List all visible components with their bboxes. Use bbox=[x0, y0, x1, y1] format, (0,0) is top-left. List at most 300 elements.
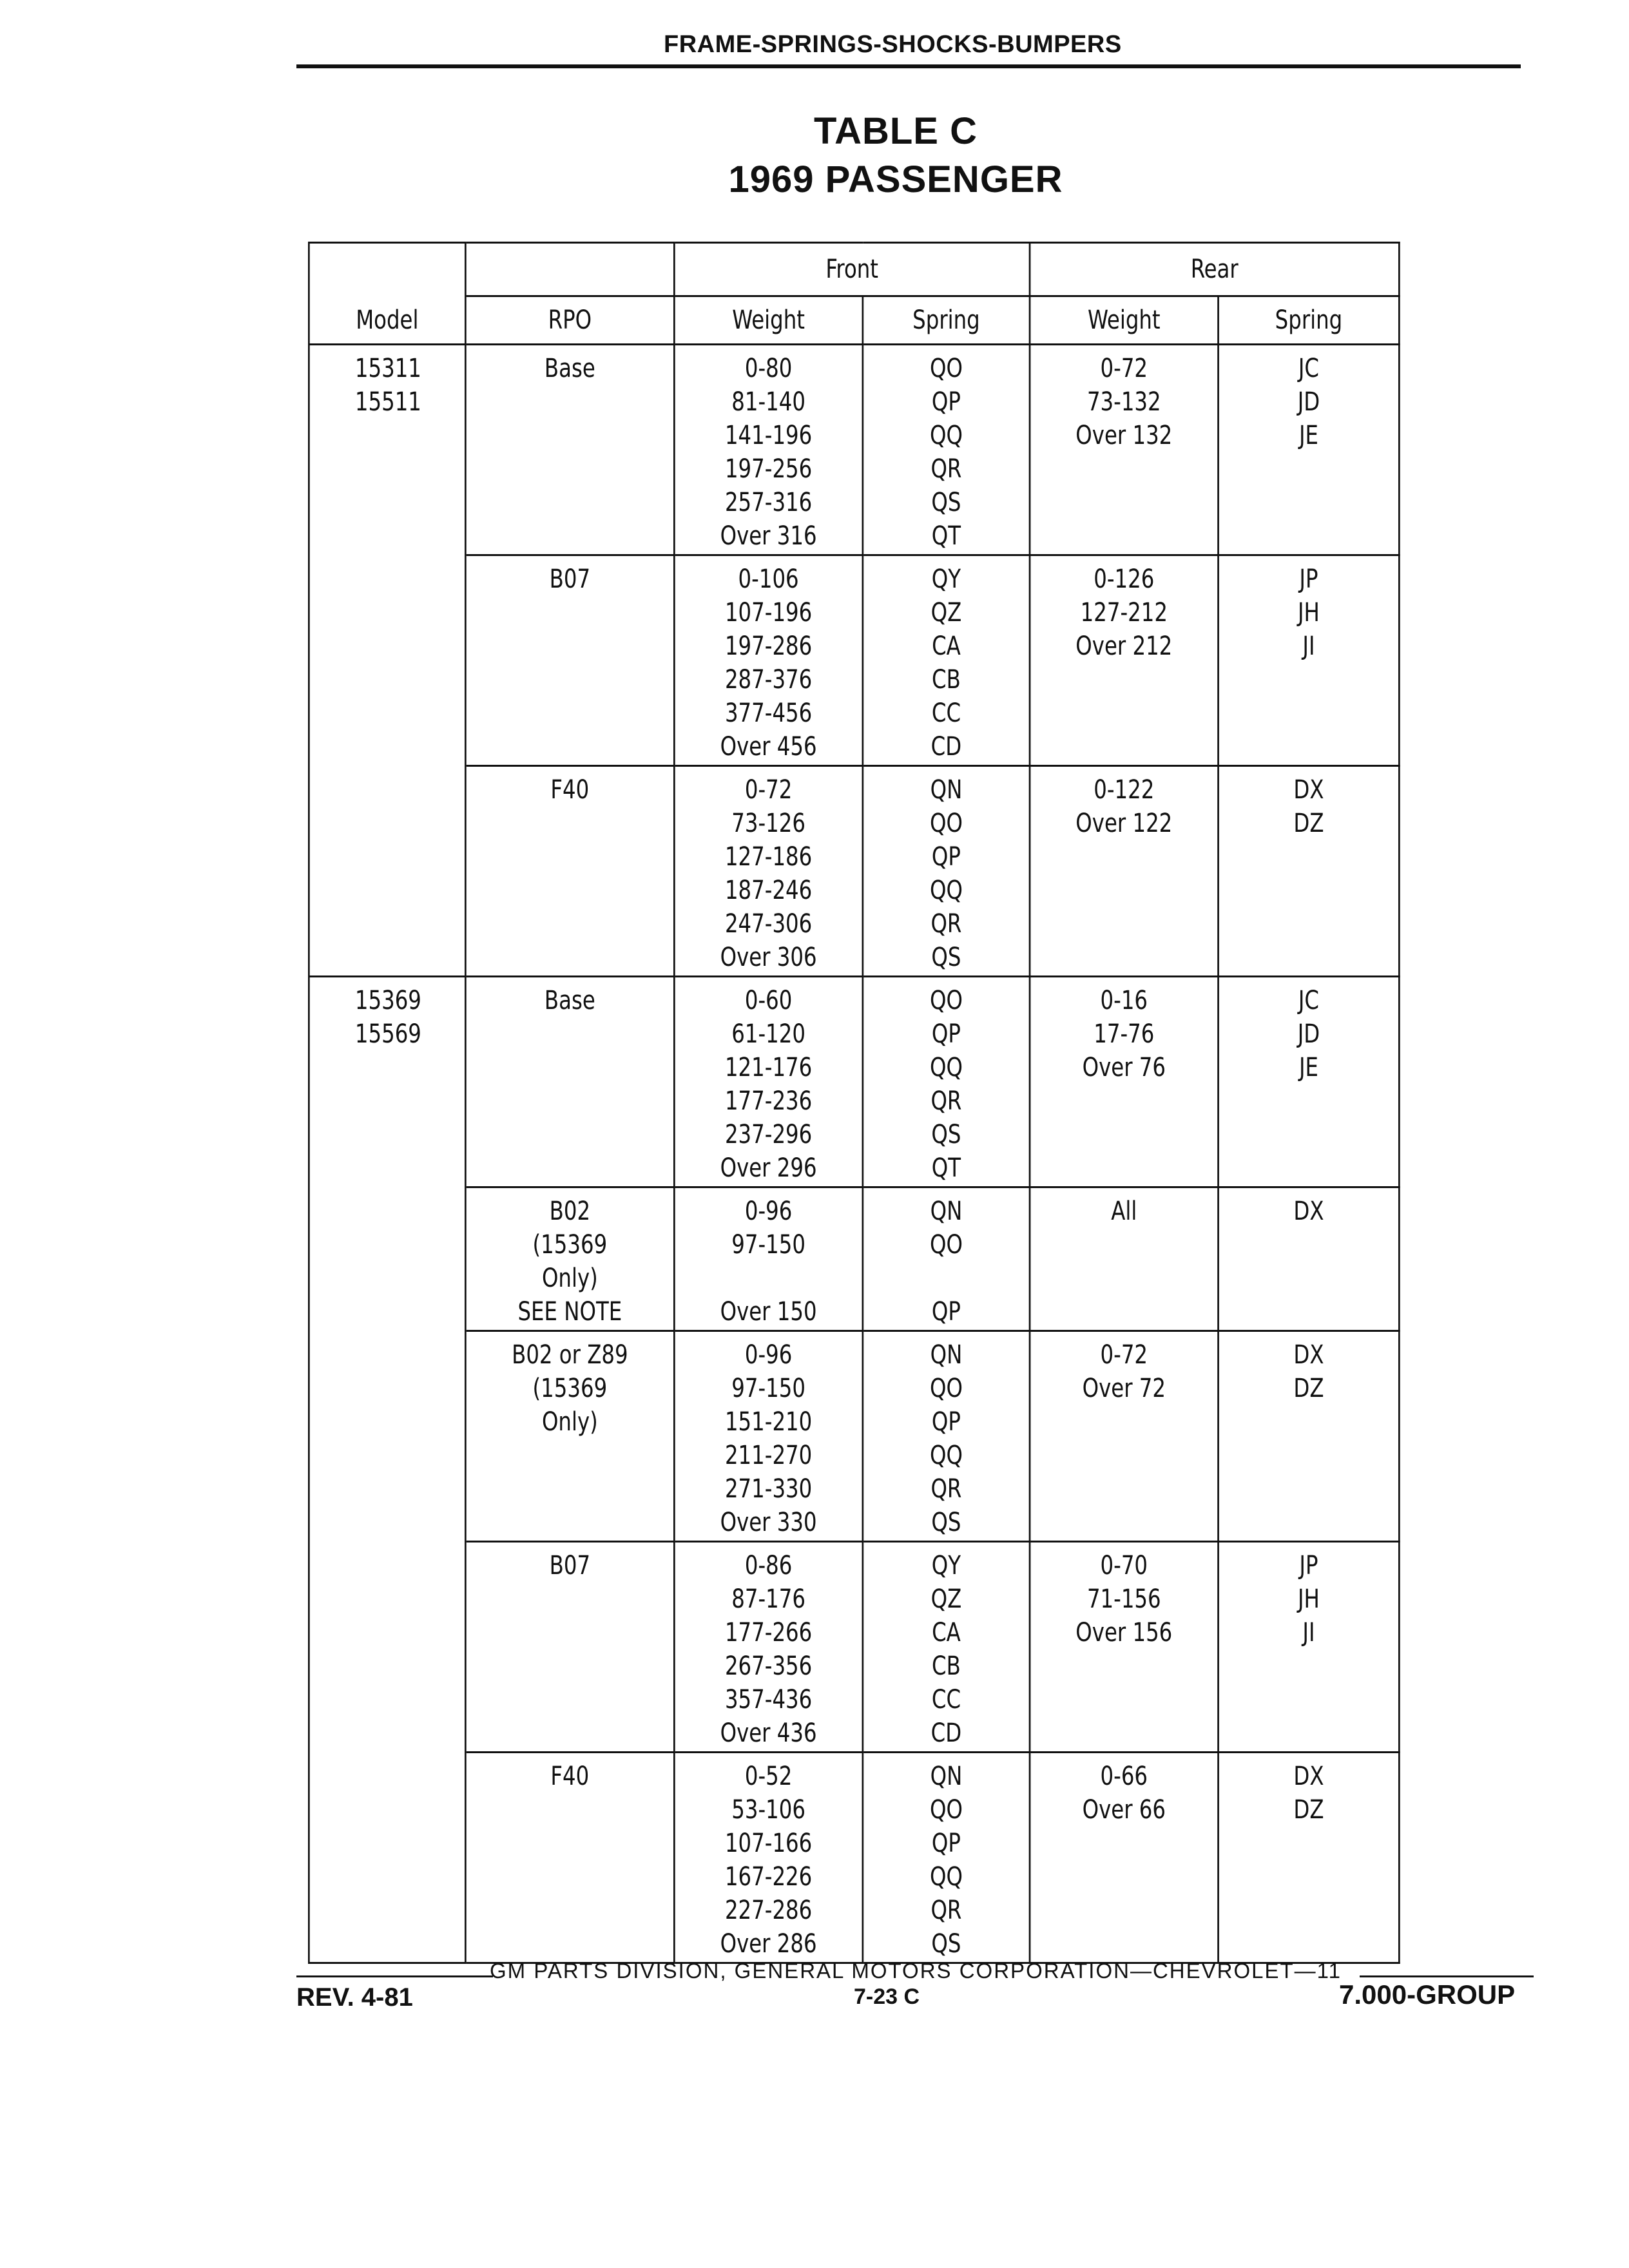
rear-weight-value: Over 122 bbox=[1075, 809, 1173, 838]
rear-spring-value bbox=[1219, 1439, 1398, 1472]
front-spring-value: QQ bbox=[929, 876, 963, 905]
rear-weight-cell bbox=[1030, 1187, 1219, 1331]
rear-weight-value bbox=[1030, 1506, 1217, 1539]
model-cell bbox=[309, 766, 465, 977]
header-rear: Rear bbox=[1030, 243, 1399, 296]
rpo-value: (15369 bbox=[532, 1374, 608, 1403]
model-cell bbox=[309, 1542, 465, 1753]
rpo-value bbox=[467, 452, 673, 486]
front-weight-value: Over 456 bbox=[720, 732, 817, 762]
rear-weight-value bbox=[1030, 1228, 1217, 1262]
rear-weight-value: 0-122 bbox=[1094, 775, 1155, 805]
rpo-value bbox=[467, 1084, 673, 1118]
rear-weight-cell bbox=[1030, 977, 1219, 1187]
rear-spring-value bbox=[1219, 1405, 1398, 1439]
front-spring-value: CB bbox=[932, 1651, 961, 1681]
front-weight-cell bbox=[674, 1187, 863, 1331]
table-body bbox=[309, 345, 1399, 1963]
front-spring-value: QN bbox=[930, 1762, 963, 1791]
front-weight-value: Over 436 bbox=[720, 1718, 817, 1748]
front-weight-value: 97-150 bbox=[731, 1230, 805, 1260]
front-weight-value: 377-456 bbox=[724, 698, 813, 728]
front-spring-value: CA bbox=[932, 1618, 961, 1648]
footer-rule-right bbox=[1360, 1975, 1534, 1977]
rear-weight-value bbox=[1030, 1472, 1217, 1506]
front-spring-value: QP bbox=[931, 1829, 961, 1858]
front-weight-cell bbox=[674, 555, 863, 766]
front-spring-cell bbox=[863, 1542, 1030, 1753]
front-spring-value: QT bbox=[931, 1153, 961, 1183]
front-spring-cell bbox=[863, 766, 1030, 977]
rear-weight-value bbox=[1030, 697, 1217, 730]
rear-weight-value bbox=[1030, 1118, 1217, 1151]
front-weight-value: 61-120 bbox=[731, 1019, 805, 1049]
rear-spring-value bbox=[1219, 663, 1398, 697]
front-spring-value: QQ bbox=[929, 1053, 963, 1082]
rpo-value bbox=[467, 486, 673, 519]
front-weight-value: 81-140 bbox=[731, 387, 805, 417]
table-row bbox=[309, 1542, 1399, 1753]
table-row bbox=[309, 1753, 1399, 1963]
front-spring-value: QP bbox=[931, 1019, 961, 1049]
front-spring-value: QP bbox=[931, 842, 961, 872]
spring-selection-table bbox=[308, 242, 1400, 1964]
front-spring-value: CB bbox=[932, 665, 961, 695]
front-weight-cell bbox=[674, 345, 863, 555]
front-weight-value: Over 286 bbox=[720, 1929, 817, 1959]
rpo-value bbox=[467, 1649, 673, 1683]
model-cell bbox=[309, 555, 465, 766]
model-number: 15311 bbox=[354, 354, 421, 383]
rear-spring-value bbox=[1219, 1506, 1398, 1539]
front-weight-cell bbox=[674, 977, 863, 1187]
rpo-value bbox=[467, 385, 673, 419]
front-spring-value: CC bbox=[931, 698, 961, 728]
rear-spring-value bbox=[1219, 1151, 1398, 1185]
front-spring-value: QZ bbox=[930, 598, 962, 628]
header-rear-spring: Spring bbox=[1219, 296, 1400, 345]
rpo-value bbox=[467, 663, 673, 697]
front-weight-value: 53-106 bbox=[731, 1795, 805, 1825]
rear-weight-value: 0-126 bbox=[1094, 564, 1155, 594]
rear-weight-value bbox=[1030, 1262, 1217, 1295]
rear-spring-value: DX bbox=[1293, 775, 1324, 805]
front-spring-value: QO bbox=[929, 1795, 963, 1825]
rear-spring-value bbox=[1219, 1649, 1398, 1683]
rear-weight-value bbox=[1030, 907, 1217, 941]
front-weight-value: 257-316 bbox=[724, 488, 813, 517]
front-spring-value: QO bbox=[929, 809, 963, 838]
rear-weight-value: 0-70 bbox=[1100, 1551, 1148, 1581]
rear-spring-cell bbox=[1219, 977, 1400, 1187]
rear-weight-value bbox=[1030, 874, 1217, 907]
rpo-value bbox=[467, 840, 673, 874]
front-spring-value: QR bbox=[930, 1896, 962, 1925]
rear-weight-value bbox=[1030, 1295, 1217, 1329]
header-front-weight: Weight bbox=[674, 296, 863, 345]
rear-spring-cell bbox=[1219, 1542, 1400, 1753]
rear-spring-value bbox=[1219, 1827, 1398, 1860]
rpo-value: F40 bbox=[550, 775, 590, 805]
header-model: Model bbox=[309, 243, 465, 345]
front-spring-value: QO bbox=[929, 1230, 963, 1260]
rpo-cell bbox=[465, 766, 674, 977]
front-weight-cell bbox=[674, 1331, 863, 1542]
front-spring-value: QP bbox=[931, 1407, 961, 1437]
rear-spring-value bbox=[1219, 452, 1398, 486]
rear-spring-value: DX bbox=[1293, 1196, 1324, 1226]
front-weight-value: 0-86 bbox=[744, 1551, 793, 1581]
front-spring-value: QN bbox=[930, 1340, 963, 1370]
rear-weight-value: Over 212 bbox=[1075, 631, 1173, 661]
rear-weight-value bbox=[1030, 1716, 1217, 1750]
rear-spring-value bbox=[1219, 1683, 1398, 1716]
rear-spring-cell bbox=[1219, 555, 1400, 766]
front-spring-cell bbox=[863, 1753, 1030, 1963]
rear-spring-value: JC bbox=[1298, 354, 1320, 383]
rear-weight-cell bbox=[1030, 1331, 1219, 1542]
section-title: FRAME-SPRINGS-SHOCKS-BUMPERS bbox=[664, 31, 1122, 58]
model-number: 15369 bbox=[354, 986, 421, 1015]
front-spring-value: QQ bbox=[929, 421, 963, 450]
rpo-value bbox=[467, 1439, 673, 1472]
model-cell bbox=[309, 1331, 465, 1542]
rpo-value: B02 bbox=[549, 1196, 591, 1226]
rpo-value: Base bbox=[544, 986, 595, 1015]
rpo-value bbox=[467, 1118, 673, 1151]
rear-spring-cell bbox=[1219, 1187, 1400, 1331]
header-front-spring: Spring bbox=[863, 296, 1030, 345]
rear-spring-cell bbox=[1219, 1753, 1400, 1963]
model-cell bbox=[309, 977, 465, 1187]
rear-weight-value bbox=[1030, 663, 1217, 697]
model-number: 15569 bbox=[354, 1019, 421, 1049]
front-spring-value: QQ bbox=[929, 1441, 963, 1470]
rear-spring-value: DZ bbox=[1293, 1374, 1324, 1403]
rear-weight-value: 71-156 bbox=[1086, 1584, 1161, 1614]
rpo-value bbox=[467, 1017, 673, 1051]
rear-weight-value bbox=[1030, 519, 1217, 553]
rpo-value bbox=[467, 1582, 673, 1616]
rpo-cell bbox=[465, 555, 674, 766]
front-spring-value: CD bbox=[930, 1718, 962, 1748]
section-header bbox=[296, 32, 1521, 68]
rpo-value bbox=[467, 941, 673, 974]
front-weight-value: 121-176 bbox=[724, 1053, 813, 1082]
front-weight-value: 0-106 bbox=[738, 564, 799, 594]
rear-weight-value: Over 132 bbox=[1075, 421, 1173, 450]
rear-spring-value: JC bbox=[1298, 986, 1320, 1015]
rear-weight-value bbox=[1030, 1439, 1217, 1472]
rpo-value bbox=[467, 730, 673, 764]
rpo-cell bbox=[465, 977, 674, 1187]
table-row bbox=[309, 977, 1399, 1187]
header-front: Front bbox=[674, 243, 1030, 296]
front-weight-value: 287-376 bbox=[724, 665, 813, 695]
rpo-value: Only) bbox=[541, 1264, 598, 1293]
rpo-value bbox=[467, 1683, 673, 1716]
table-row bbox=[309, 555, 1399, 766]
front-weight-value: Over 150 bbox=[720, 1297, 817, 1327]
front-spring-value: QO bbox=[929, 986, 963, 1015]
front-weight-value: 167-226 bbox=[724, 1862, 813, 1892]
footer-rule-left bbox=[296, 1975, 493, 1977]
rear-spring-value: JH bbox=[1297, 1584, 1320, 1614]
front-spring-value bbox=[863, 1262, 1029, 1295]
table-row bbox=[309, 345, 1399, 555]
rear-spring-value: JH bbox=[1297, 598, 1320, 628]
front-spring-value: QQ bbox=[929, 1862, 963, 1892]
front-spring-value: QY bbox=[931, 564, 961, 594]
front-weight-value: 141-196 bbox=[724, 421, 813, 450]
footer-publisher: GM PARTS DIVISION, GENERAL MOTORS CORPORATION—CHEVROLET—11 bbox=[490, 1959, 1342, 1983]
front-weight-value: 227-286 bbox=[724, 1896, 813, 1925]
rpo-value bbox=[467, 1716, 673, 1750]
front-spring-value: CC bbox=[931, 1685, 961, 1715]
front-weight-value: 247-306 bbox=[724, 909, 813, 939]
front-weight-value: 267-356 bbox=[724, 1651, 813, 1681]
front-weight-cell bbox=[674, 1542, 863, 1753]
front-weight-value: 0-96 bbox=[744, 1340, 793, 1370]
front-weight-value: 0-96 bbox=[744, 1196, 793, 1226]
rear-weight-value bbox=[1030, 941, 1217, 974]
rear-spring-value bbox=[1219, 840, 1398, 874]
front-weight-value: 107-166 bbox=[724, 1829, 813, 1858]
front-weight-value: Over 330 bbox=[720, 1508, 817, 1537]
rear-spring-value: DZ bbox=[1293, 809, 1324, 838]
table-subtitle: 1969 PASSENGER bbox=[728, 159, 1063, 200]
front-spring-value: QP bbox=[931, 387, 961, 417]
rear-spring-value: JE bbox=[1298, 421, 1318, 450]
front-spring-value: QN bbox=[930, 775, 963, 805]
front-weight-value: 0-80 bbox=[744, 354, 793, 383]
header-rear-weight: Weight bbox=[1030, 296, 1219, 345]
rear-weight-cell bbox=[1030, 555, 1219, 766]
rear-spring-value bbox=[1219, 1084, 1398, 1118]
rear-spring-value bbox=[1219, 1262, 1398, 1295]
rpo-value bbox=[467, 1793, 673, 1827]
model-cell bbox=[309, 1753, 465, 1963]
front-spring-value: QP bbox=[931, 1297, 961, 1327]
rpo-value bbox=[467, 1894, 673, 1927]
rear-weight-value bbox=[1030, 1084, 1217, 1118]
front-weight-value: 0-72 bbox=[744, 775, 793, 805]
rear-spring-value bbox=[1219, 1295, 1398, 1329]
rear-weight-value: 17-76 bbox=[1094, 1019, 1155, 1049]
rpo-value: F40 bbox=[550, 1762, 590, 1791]
front-spring-value: QT bbox=[931, 521, 961, 551]
front-weight-value: 107-196 bbox=[724, 598, 813, 628]
rear-spring-cell bbox=[1219, 1331, 1400, 1542]
rear-weight-value: 0-16 bbox=[1100, 986, 1148, 1015]
revision-label: REV. 4-81 bbox=[296, 1983, 413, 2012]
front-weight-cell bbox=[674, 1753, 863, 1963]
rear-weight-cell bbox=[1030, 1753, 1219, 1963]
rear-spring-value: JI bbox=[1302, 631, 1315, 661]
rear-spring-value: JD bbox=[1297, 1019, 1320, 1049]
front-weight-value: 357-436 bbox=[724, 1685, 813, 1715]
front-weight-value: 187-246 bbox=[724, 876, 813, 905]
front-spring-value: QO bbox=[929, 1374, 963, 1403]
rear-spring-value bbox=[1219, 941, 1398, 974]
rpo-value bbox=[467, 1472, 673, 1506]
rpo-value bbox=[467, 1151, 673, 1185]
rear-spring-value bbox=[1219, 1894, 1398, 1927]
rpo-cell bbox=[465, 1542, 674, 1753]
front-spring-value: CD bbox=[930, 732, 962, 762]
rear-weight-cell bbox=[1030, 1542, 1219, 1753]
rear-weight-value: All bbox=[1111, 1196, 1137, 1226]
front-weight-value: Over 296 bbox=[720, 1153, 817, 1183]
front-weight-value: 151-210 bbox=[724, 1407, 813, 1437]
front-spring-cell bbox=[863, 1187, 1030, 1331]
rear-spring-value bbox=[1219, 874, 1398, 907]
rpo-cell bbox=[465, 345, 674, 555]
rear-spring-value: DZ bbox=[1293, 1795, 1324, 1825]
rpo-value bbox=[467, 1051, 673, 1084]
front-spring-value: QN bbox=[930, 1196, 963, 1226]
front-weight-value: 177-266 bbox=[724, 1618, 813, 1648]
group-number: 7.000-GROUP bbox=[1339, 1979, 1516, 2010]
rpo-value bbox=[467, 1827, 673, 1860]
front-spring-value: QS bbox=[931, 1929, 961, 1959]
rear-weight-cell bbox=[1030, 766, 1219, 977]
page-number: 7-23 C bbox=[854, 1984, 920, 2009]
front-weight-cell bbox=[674, 766, 863, 977]
rear-spring-value bbox=[1219, 697, 1398, 730]
rear-weight-value bbox=[1030, 840, 1217, 874]
rear-weight-cell bbox=[1030, 345, 1219, 555]
rear-weight-value bbox=[1030, 1151, 1217, 1185]
front-spring-cell bbox=[863, 977, 1030, 1187]
model-number: 15511 bbox=[354, 387, 421, 417]
front-spring-value: QY bbox=[931, 1551, 961, 1581]
rear-spring-value: JP bbox=[1299, 1551, 1318, 1581]
rear-spring-value bbox=[1219, 519, 1398, 553]
front-weight-value: 197-286 bbox=[724, 631, 813, 661]
rpo-value: B02 or Z89 bbox=[512, 1340, 628, 1370]
front-spring-value: QR bbox=[930, 1474, 962, 1504]
rpo-value: B07 bbox=[549, 564, 591, 594]
rear-weight-value: Over 156 bbox=[1075, 1618, 1173, 1648]
rear-spring-value bbox=[1219, 1118, 1398, 1151]
rear-weight-value: Over 72 bbox=[1082, 1374, 1166, 1403]
model-cell bbox=[309, 1187, 465, 1331]
rpo-value bbox=[467, 519, 673, 553]
front-spring-value: QO bbox=[929, 354, 963, 383]
rear-weight-value bbox=[1030, 1649, 1217, 1683]
rpo-value bbox=[467, 907, 673, 941]
rpo-value bbox=[467, 1506, 673, 1539]
table-row bbox=[309, 766, 1399, 977]
front-spring-cell bbox=[863, 555, 1030, 766]
front-spring-cell bbox=[863, 345, 1030, 555]
rpo-value: (15369 bbox=[532, 1230, 608, 1260]
rpo-value bbox=[467, 596, 673, 629]
front-spring-value: CA bbox=[932, 631, 961, 661]
front-weight-value: 0-60 bbox=[744, 986, 793, 1015]
front-weight-value bbox=[675, 1262, 862, 1295]
rear-spring-value bbox=[1219, 1228, 1398, 1262]
rear-spring-cell bbox=[1219, 345, 1400, 555]
rear-spring-value bbox=[1219, 1716, 1398, 1750]
rear-spring-value bbox=[1219, 1860, 1398, 1894]
front-weight-value: 211-270 bbox=[724, 1441, 813, 1470]
rpo-value bbox=[467, 1860, 673, 1894]
rpo-value: B07 bbox=[549, 1551, 591, 1581]
front-weight-value: Over 316 bbox=[720, 521, 817, 551]
rpo-value: Base bbox=[544, 354, 595, 383]
front-weight-value: 127-186 bbox=[724, 842, 813, 872]
front-spring-value: QR bbox=[930, 1086, 962, 1116]
front-spring-value: QS bbox=[931, 488, 961, 517]
rpo-value bbox=[467, 629, 673, 663]
table-row bbox=[309, 1331, 1399, 1542]
rear-weight-value: 0-72 bbox=[1100, 1340, 1148, 1370]
rear-spring-value: DX bbox=[1293, 1340, 1324, 1370]
front-weight-value: 237-296 bbox=[724, 1120, 813, 1149]
rear-weight-value bbox=[1030, 1827, 1217, 1860]
rear-spring-value bbox=[1219, 730, 1398, 764]
table-title: TABLE C bbox=[813, 110, 978, 152]
front-weight-value: 271-330 bbox=[724, 1474, 813, 1504]
rear-weight-value: 0-72 bbox=[1100, 354, 1148, 383]
rear-spring-value: JI bbox=[1302, 1618, 1315, 1648]
front-weight-value: 73-126 bbox=[731, 809, 805, 838]
rear-spring-value: JE bbox=[1298, 1053, 1318, 1082]
front-spring-value: QS bbox=[931, 1120, 961, 1149]
front-spring-value: QR bbox=[930, 909, 962, 939]
rear-weight-value bbox=[1030, 486, 1217, 519]
rpo-cell bbox=[465, 1753, 674, 1963]
front-weight-value: 197-256 bbox=[724, 454, 813, 484]
rpo-value bbox=[467, 807, 673, 840]
rear-spring-value: JP bbox=[1299, 564, 1318, 594]
rear-spring-value: DX bbox=[1293, 1762, 1324, 1791]
front-weight-value: 97-150 bbox=[731, 1374, 805, 1403]
rear-weight-value bbox=[1030, 1405, 1217, 1439]
rear-spring-cell bbox=[1219, 766, 1400, 977]
rpo-value: Only) bbox=[541, 1407, 598, 1437]
rear-weight-value bbox=[1030, 730, 1217, 764]
rear-spring-value bbox=[1219, 1472, 1398, 1506]
rpo-value: SEE NOTE bbox=[517, 1297, 622, 1327]
rpo-value bbox=[467, 1616, 673, 1649]
front-weight-value: 0-52 bbox=[744, 1762, 793, 1791]
front-spring-cell bbox=[863, 1331, 1030, 1542]
rear-spring-value bbox=[1219, 486, 1398, 519]
rpo-cell bbox=[465, 1331, 674, 1542]
rear-spring-value bbox=[1219, 907, 1398, 941]
rear-weight-value bbox=[1030, 452, 1217, 486]
rear-weight-value bbox=[1030, 1683, 1217, 1716]
table-row bbox=[309, 1187, 1399, 1331]
rear-weight-value: Over 66 bbox=[1082, 1795, 1166, 1825]
model-cell bbox=[309, 345, 465, 555]
rpo-value bbox=[467, 419, 673, 452]
front-weight-value: Over 306 bbox=[720, 943, 817, 972]
rear-weight-value bbox=[1030, 1894, 1217, 1927]
front-spring-value: QZ bbox=[930, 1584, 962, 1614]
front-spring-value: QS bbox=[931, 943, 961, 972]
rear-weight-value: 0-66 bbox=[1100, 1762, 1148, 1791]
rpo-cell bbox=[465, 1187, 674, 1331]
front-weight-value: 177-236 bbox=[724, 1086, 813, 1116]
rpo-value bbox=[467, 697, 673, 730]
front-spring-value: QS bbox=[931, 1508, 961, 1537]
rear-weight-value: 73-132 bbox=[1086, 387, 1161, 417]
header-rpo: RPO bbox=[465, 296, 674, 345]
